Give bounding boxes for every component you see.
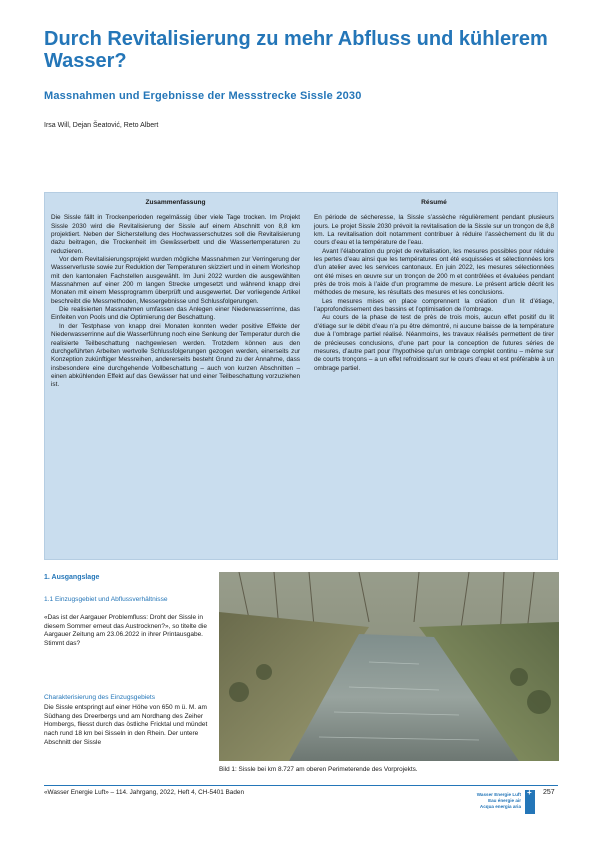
page-number: 257: [543, 789, 555, 796]
journal-citation: «Wasser Energie Luft» – 114. Jahrgang, 2022, Heft 4, CH-5401 Baden: [44, 789, 245, 796]
catchment-heading: Charakterisierung des Einzugsgebiets: [44, 694, 156, 701]
abstract-french-paragraph: En période de sécheresse, la Sissle s’assèche régulièrement pendant plusieurs jours. Le projet Sissle 2030 prévoit la revitalisation de la Sissle sur un tronçon de 8,8 km. La revitalisation doit notamment contribuer à réduire l’assèchement du lit du cours d’eau et la température de l’eau.: [314, 214, 554, 247]
abstract-german-paragraph: Vor dem Revitalisierungsprojekt wurden mögliche Massnahmen zur Verringerung der Wasserverluste sowie zur Reduktion der Temperaturen skizziert und in einem Workshop mit den kantonalen Fachstellen ausgewählt. Im Juni 2022 wurden die ausgewählten Massnahmen auf einer 200 m langen Strecke umgesetzt und während knapp drei Monaten mit einem Messprogramm überprüft und ausgewertet. Der vorliegende Artikel beschreibt die Messmethoden, Messergebnisse und Schlussfolgerungen.: [51, 256, 300, 305]
abstract-french-paragraph: Au cours de la phase de test de près de trois mois, aucun effet positif du lit d’étiage sur le débit d’eau n’a pu être démontré, ni aucune baisse de la température due à l’ombrage partiel réalisé. Néanmoins, les travaux réalisés permettent de tirer de précieuses conclusions, d’une part pour la conception de futures séries de mesures, d’autre part pour l’hypothèse qu’un ombrage complet continu – même sur de courts tronçons – a un effet refroidissant sur le cours d’eau et est préférable à un ombrage partiel.: [314, 314, 554, 372]
abstract-german-paragraph: In der Testphase von knapp drei Monaten konnten weder positive Effekte der Niederwasserrinne auf die Wasserführung noch eine Senkung der Temperatur durch die realisierte Teilbeschattung nachgewiesen werden. Trotzdem können aus den durchgeführten Arbeiten wertvolle Schlussfolgerungen gezogen werden, einerseits zur Konzeption zukünftiger Messreihen, andererseits besteht Grund zu der Annahme, dass insbesondere eine durchgehende Vollbeschattung – auch von kurzen Abschnitten – einen abkühlenden Effekt auf das Gewässer hat und einer Teilbeschattung vorzuziehen ist.: [51, 322, 300, 389]
subsection-heading: 1.1 Einzugsgebiet und Abflussverhältnisse: [44, 596, 168, 603]
abstract-box: [44, 192, 558, 560]
abstract-german-heading: Zusammenfassung: [145, 199, 206, 206]
section-heading: 1. Ausgangslage: [44, 574, 100, 581]
abstract-german-paragraph: Die Sissle fällt in Trockenperioden regelmässig über viele Tage trocken. Im Projekt Sissle 2030 wird die Revitalisierung der Sissle auf einem Abschnitt von 8,8 km projektiert. Neben der Sicherstellung des Hochwasserschutzes soll die Revitalisierung dazu beitragen, die Trockenheit im Gewässerbett und die Wassertemperaturen zu reduzieren.: [51, 214, 300, 255]
plus-icon: +: [527, 788, 532, 797]
catchment-paragraph: Die Sissle entspringt auf einer Höhe von 650 m ü. M. am Südhang des Dreerbergs und am Nordhang des Zeiher Hombergs, fliesst durch das östliche Fricktal und mündet nach rund 18 km bei Sisseln in den Rhein. Der untere Abschnitt der Sissle: [44, 704, 208, 746]
abstract-french: [314, 199, 554, 373]
brand-line: Acqua energia aria: [479, 804, 521, 809]
river-photo: [219, 572, 559, 761]
abstract-french-paragraph: Les mesures mises en place comprennent la création d’un lit d’étiage, l’approfondissement des bassins et l’optimisation de l’ombrage.: [314, 297, 554, 314]
abstract-french-heading: Résumé: [421, 199, 447, 206]
abstract-german-paragraph: Die realisierten Massnahmen umfassen das Anlegen einer Niederwasserrinne, das Einfeiten von Pools und die Optimierung der Beschattung.: [51, 306, 300, 322]
brand-line: Wasser Energie Luft: [476, 792, 521, 797]
article-subtitle: Massnahmen und Ergebnisse der Messstrecke Sissle 2030: [44, 90, 362, 102]
author-list: Irsa Will, Dejan Šeatović, Reto Albert: [44, 122, 159, 129]
abstract-german: [51, 199, 300, 390]
journal-brand: [455, 792, 521, 810]
abstract-french-paragraph: Avant l’élaboration du projet de revitalisation, les mesures possibles pour réduire les pertes d’eau ainsi que les températures ont été esquissées et sélectionnées lors d’un atelier avec les services cantonaux. En juin 2022, les mesures sélectionnées ont été mises en œuvre sur un tronçon de 200 m et contrôlées et évaluées pendant près de trois mois à l’aide d’un programme de mesure. Le présent article décrit les méthodes de mesure, les résultats des mesures et les conclusions.: [314, 247, 554, 297]
footer-divider: [44, 785, 558, 786]
figure-caption: Bild 1: Sissle bei km 8.727 am oberen Perimeterende des Vorprojekts.: [219, 766, 418, 773]
brand-line: Eau énergie air: [488, 798, 521, 803]
intro-paragraph: «Das ist der Aargauer Problemfluss: Droht der Sissle in diesem Sommer erneut das Austrocknen?», so titelte die Aargauer Zeitung am 23.06.2022 in ihrer Printausgabe. Stimmt das?: [44, 614, 207, 648]
article-title: Durch Revitalisierung zu mehr Abfluss und kühlerem Wasser?: [44, 28, 548, 72]
